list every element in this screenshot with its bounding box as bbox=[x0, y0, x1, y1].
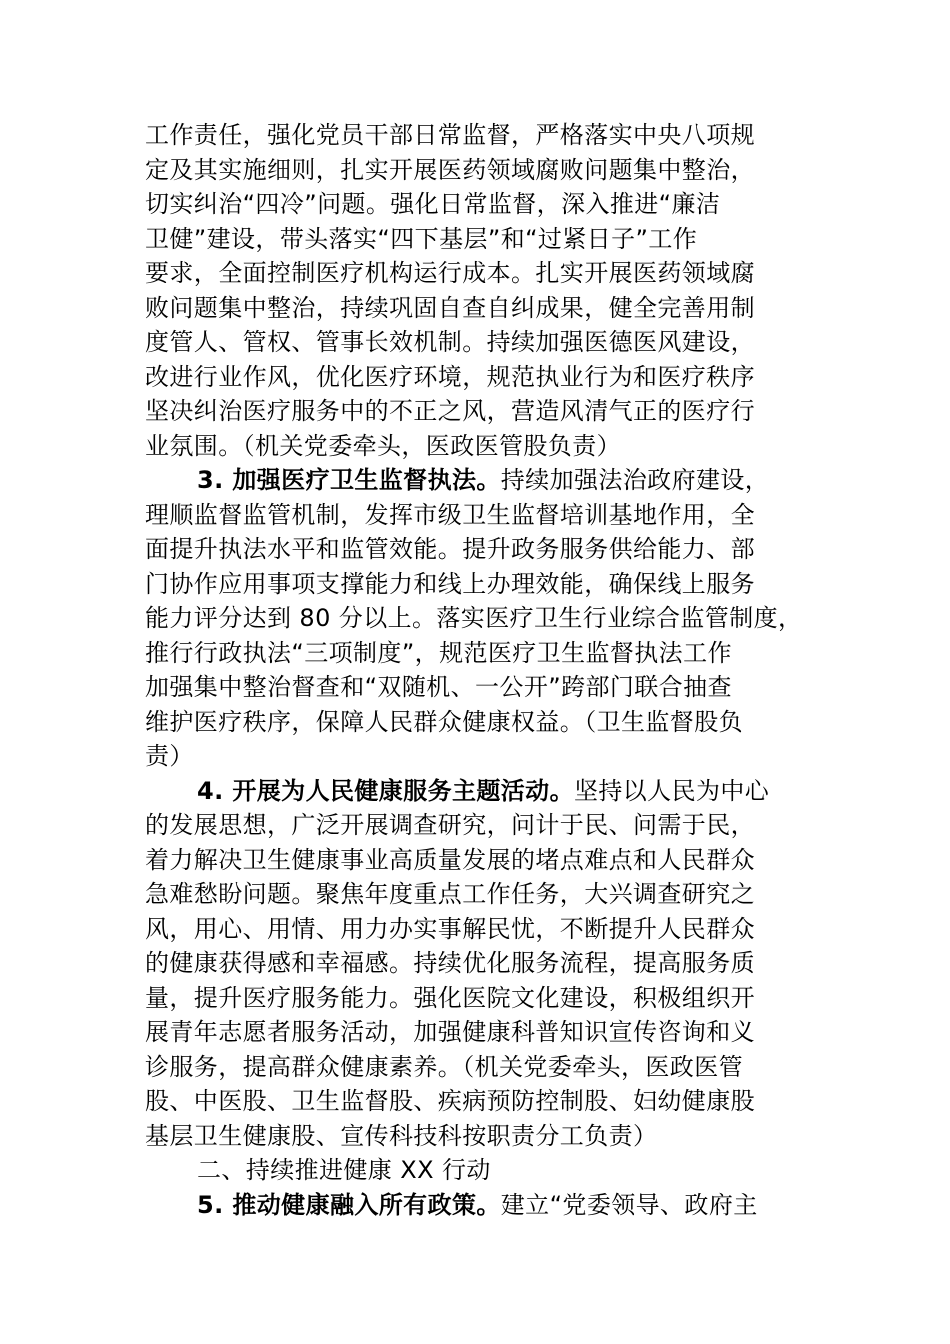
body-text: 展青年志愿者服务活动，加强健康科普知识宣传咨询和义 bbox=[145, 1018, 755, 1046]
text-line bbox=[145, 1084, 835, 1119]
text-line bbox=[145, 325, 835, 360]
text-line bbox=[145, 498, 835, 533]
paragraph bbox=[145, 118, 835, 463]
body-text: 度管人、管权、管事长效机制。持续加强医德医风建设， bbox=[145, 328, 755, 356]
body-text: 基层卫生健康股、宣传科技科按职责分工负责） bbox=[145, 1121, 658, 1150]
body-text: 坚持以人民为中心 bbox=[573, 776, 770, 805]
body-text: 诊服务，提高群众健康素养。（机关党委牵头，医政医管 bbox=[145, 1052, 743, 1081]
body-text: 推行行政执法“三项制度”，规范医疗卫生监督执法工作 bbox=[145, 638, 732, 667]
body-text: 卫健”建设，带头落实“四下基层”和“过紧日子”工作 bbox=[145, 224, 698, 253]
text-line bbox=[145, 946, 835, 981]
body-text: 的健康获得感和幸福感。持续优化服务流程，提高服务质 bbox=[145, 949, 755, 977]
text-line bbox=[145, 463, 835, 498]
body-text: 着力解决卫生健康事业高质量发展的堵点难点和人民群众 bbox=[145, 845, 755, 874]
text-line bbox=[145, 1153, 835, 1188]
body-text: 持续加强法治政府建设， bbox=[500, 466, 770, 494]
text-line bbox=[145, 1119, 835, 1154]
body-text: 要求，全面控制医疗机构运行成本。扎实开展医药领域腐 bbox=[145, 259, 755, 287]
body-text: 的发展思想，广泛开展调查研究，问计于民、问需于民， bbox=[145, 811, 755, 839]
text-line bbox=[145, 360, 835, 395]
text-line bbox=[145, 705, 835, 740]
body-text: 风，用心、用情、用力办实事解民忧，不断提升人民群众 bbox=[145, 914, 755, 943]
paragraph bbox=[145, 463, 835, 774]
body-text: 理顺监督监管机制，发挥市级卫生监督培训基地作用，全 bbox=[145, 500, 755, 529]
section-heading: 3. 加强医疗卫生监督执法。 bbox=[197, 466, 501, 494]
section-heading: 5. 推动健康融入所有政策。 bbox=[197, 1190, 501, 1219]
body-text: 建立“党委领导、政府主 bbox=[500, 1190, 758, 1219]
body-text: 加强集中整治督查和“双随机、一公开”跨部门联合抽查 bbox=[145, 673, 732, 701]
body-text: 股、中医股、卫生监督股、疾病预防控制股、妇幼健康股 bbox=[145, 1087, 755, 1115]
body-text: 能力评分达到 80 分以上。落实医疗卫生行业综合监管制度， bbox=[145, 604, 803, 632]
body-text: 定及其实施细则，扎实开展医药领域腐败问题集中整治， bbox=[145, 155, 755, 184]
text-line bbox=[145, 118, 835, 153]
body-text: 坚决纠治医疗服务中的不正之风，营造风清气正的医疗行 bbox=[145, 397, 755, 425]
text-line bbox=[145, 222, 835, 257]
text-line bbox=[145, 981, 835, 1016]
body-text: 量，提升医疗服务能力。强化医院文化建设，积极组织开 bbox=[145, 983, 755, 1012]
text-line bbox=[145, 843, 835, 878]
body-text: 工作责任，强化党员干部日常监督，严格落实中央八项规 bbox=[145, 121, 755, 149]
body-text: 面提升执法水平和监管效能。提升政务服务供给能力、部 bbox=[145, 535, 755, 563]
body-text: 业氛围。（机关党委牵头，医政医管股负责） bbox=[145, 431, 621, 460]
text-line bbox=[145, 808, 835, 843]
body-text: 门协作应用事项支撑能力和线上办理效能，确保线上服务 bbox=[145, 569, 755, 598]
text-line bbox=[145, 912, 835, 947]
text-line bbox=[145, 429, 835, 464]
text-line bbox=[145, 877, 835, 912]
text-line bbox=[145, 256, 835, 291]
body-text: 急难愁盼问题。聚焦年度重点工作任务，大兴调查研究之 bbox=[145, 880, 755, 908]
text-line bbox=[145, 532, 835, 567]
text-line bbox=[145, 153, 835, 188]
text-line bbox=[145, 1188, 835, 1223]
body-text: 维护医疗秩序，保障人民群众健康权益。（卫生监督股负 bbox=[145, 707, 743, 736]
text-line bbox=[145, 187, 835, 222]
text-line bbox=[145, 1015, 835, 1050]
paragraph bbox=[145, 1153, 835, 1188]
text-line bbox=[145, 567, 835, 602]
text-line bbox=[145, 739, 835, 774]
text-line bbox=[145, 1050, 835, 1085]
section-heading: 4. 开展为人民健康服务主题活动。 bbox=[197, 776, 574, 805]
paragraph bbox=[145, 774, 835, 1154]
text-line bbox=[145, 636, 835, 671]
body-text: 切实纠治“四冷”问题。强化日常监督，深入推进“廉洁 bbox=[145, 190, 721, 218]
body-text: 败问题集中整治，持续巩固自查自纠成果，健全完善用制 bbox=[145, 293, 755, 322]
body-text: 二、持续推进健康 XX 行动 bbox=[197, 1156, 491, 1184]
text-line bbox=[145, 774, 835, 809]
text-line bbox=[145, 670, 835, 705]
body-text: 责） bbox=[145, 742, 194, 770]
document-page bbox=[145, 118, 835, 1222]
paragraph bbox=[145, 1188, 835, 1223]
body-text: 改进行业作风，优化医疗环境，规范执业行为和医疗秩序 bbox=[145, 362, 755, 391]
text-line bbox=[145, 291, 835, 326]
text-line bbox=[145, 601, 835, 636]
text-line bbox=[145, 394, 835, 429]
